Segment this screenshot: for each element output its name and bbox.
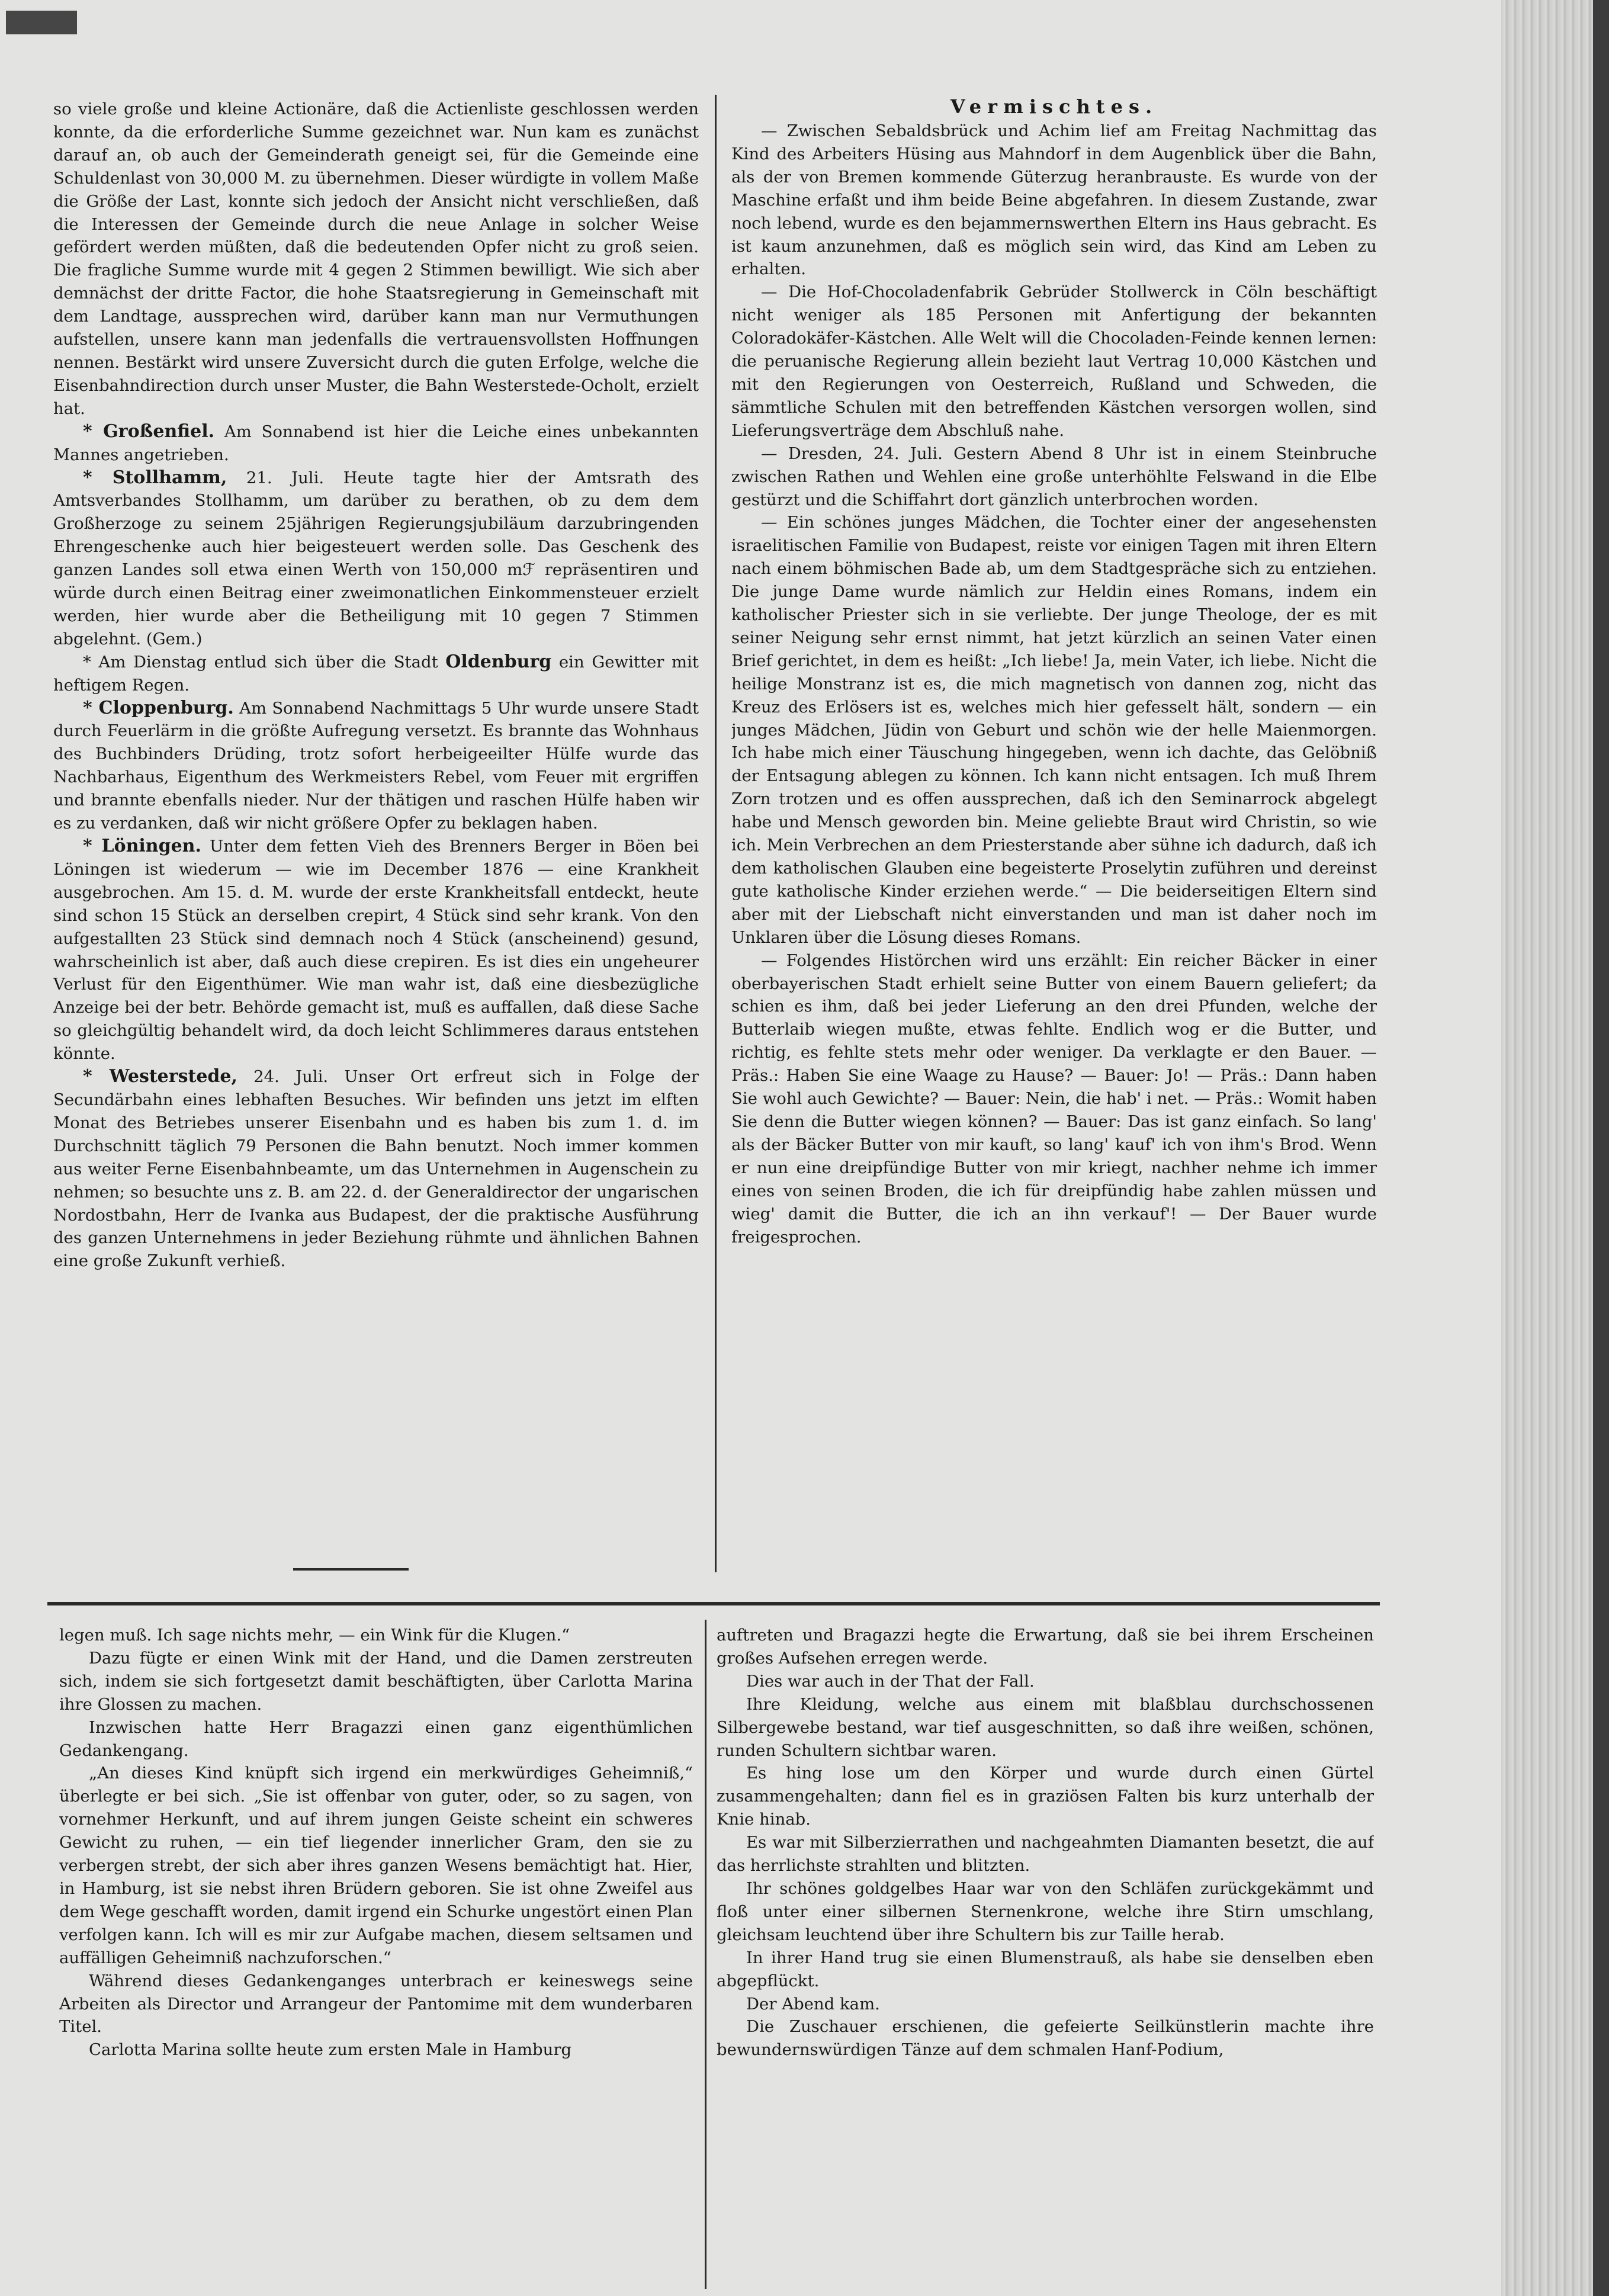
feuilleton-left-column bbox=[59, 1624, 693, 2287]
feuilleton-paragraph: Es hing lose um den Körper und wurde durch einen Gürtel zusammengehalten; dann fiel es in graziösen Falten bis kurz unterhalb der Knie hinab. bbox=[717, 1764, 1374, 1829]
article-end-rule bbox=[293, 1568, 409, 1571]
feuilleton-paragraph: Ihr schönes goldgelbes Haar war von den Schläfen zurückgekämmt und floß unter einer silbernen Sternenkrone, welche ihre Stirn umschlang, gleichsam leuchtend über ihre Schultern bis zur Taille herab. bbox=[717, 1878, 1374, 1944]
feuilleton-paragraph: In ihrer Hand trug sie einen Blumenstrauß, als habe sie denselben eben abgepflückt. bbox=[717, 1948, 1374, 1990]
feuilleton-paragraph: Während dieses Gedankenganges unterbrach er keineswegs seine Arbeiten als Director und Arrangeur der Pantomime mit dem wunderbaren Titel. bbox=[59, 1971, 693, 2037]
article-baker-butter: — Folgendes Histörchen wird uns erzählt: Ein reicher Bäcker in einer oberbayerischen Stadt erhielt seine Butter von einem Bauern geliefert; da schien es ihm, daß bei jeder Lieferung an den drei Pfunden, welche der Butterlaib wiegen mußte, etwas fehlte. Endlich wog er die Butter, und richtig, es fehlte stets mehr oder weniger. Da verklagte er den Bauer. — Präs.: Haben Sie eine Waage zu Hause? — Bauer: Jo! — Präs.: Dann haben Sie wohl auch Gewichte? — Bauer: Nein, die hab' i net. — Präs.: Womit haben Sie denn die Butter wiegen können? — Bauer: Das ist ganz einfach. So lang' als der Bäcker Butter von mir kauft, so lang' kauf' ich von ihm's Brod. Wenn er nun eine dreipfündige Butter von mir kriegt, nachher nehme ich immer eines von seinen Broden, die ich für dreipfündig habe zahlen müssen und wieg' damit die Butter, die ich an ihn verkauf'! — Der Bauer wurde freigesprochen. bbox=[731, 950, 1377, 1247]
feuilleton-paragraph: auftreten und Bragazzi hegte die Erwartung, daß sie bei ihrem Erscheinen großes Aufsehen erregen werde. bbox=[717, 1626, 1374, 1668]
feuilleton-paragraph: Der Abend kam. bbox=[746, 1994, 880, 2014]
local-news-column bbox=[53, 98, 699, 1578]
feuilleton-paragraph: Dies war auch in der That der Fall. bbox=[746, 1671, 1035, 1691]
feuilleton-paragraph: Carlotta Marina sollte heute zum ersten Male in Hamburg bbox=[89, 2040, 572, 2060]
place-loeningen: * Löningen. bbox=[83, 836, 201, 856]
feuilleton-paragraph: Inzwischen hatte Herr Bragazzi einen ganz eigenthümlichen Gedankengang. bbox=[59, 1717, 693, 1760]
feuilleton-paragraph: Es war mit Silberzierrathen und nachgeahmten Diamanten besetzt, die auf das herrlichste strahlten und blitzten. bbox=[717, 1833, 1374, 1876]
article-stollhamm: * Stollhamm, 21. Juli. Heute tagte hier der Amtsrath des Amtsverbandes Stollhamm, um darüber zu berathen, ob zu dem dem Großherzoge zu seinem 25jährigen Regierungsjubiläum darzubringenden Ehrengeschenke auch hier beigesteuert werden solle. Das Geschenk des ganzen Landes soll etwa einen Werth von 150,000 mℱ repräsentiren und würde durch einen Beitrag einer zweimonatlichen Einkommensteuer erzielt werden, hier wurde aber die Betheiligung mit 10 gegen 7 Stimmen abgelehnt. (Gem.) bbox=[53, 467, 699, 648]
ink-mark bbox=[6, 11, 77, 34]
place-westerstede: * Westerstede, bbox=[83, 1066, 237, 1087]
article-railway-shares: so viele große und kleine Actionäre, daß die Actienliste geschlossen werden konnte, da die erforderliche Summe gezeichnet war. Nun kam es zunächst darauf an, ob auch der Gemeinderath geneigt sei, für die Gemeinde eine Schuldenlast von 30,000 M. zu übernehmen. Dieser würdigte in vollem Maße die Größe der Last, konnte sich jedoch der Ansicht nicht verschließen, daß die Interessen der Gemeinde durch die neue Anlage in solcher Weise gefördert werden müßten, daß die bedeutenden Opfer nicht zu groß seien. Die fragliche Summe wurde mit 4 gegen 2 Stimmen bewilligt. Wie sich aber demnächst der dritte Factor, die hohe Staatsregierung in Gemeinschaft mit dem Landtage, aussprechen wird, darüber kann man nur Vermuthungen aufstellen, unsere kann man jedenfalls die vertrauensvollsten Hoffnungen nennen. Bestärkt wird unsere Zuversicht durch die guten Erfolge, welche die Eisenbahndirection durch unser Muster, die Bahn Westerstede-Ocholt, erzielt hat. bbox=[53, 99, 699, 418]
article-budapest: — Ein schönes junges Mädchen, die Tochter einer der angesehensten israelitischen Familie von Budapest, reiste vor einigen Tagen mit ihren Eltern nach einem böhmischen Bade ab, um dem Stadtgespräche sich zu entziehen. Die junge Dame wurde nämlich zur Heldin eines Romans, indem ein katholischer Priester sich in sie verliebte. Der junge Theologe, der es mit seiner Neigung sehr ernst nimmt, hat jetzt kürzlich an seinen Vater einen Brief gerichtet, in dem es heißt: „Ich liebe! Ja, mein Vater, ich liebe. Nicht die heilige Monstranz ist es, die mich magnetisch von dannen zog, nicht das Kreuz des Erlösers ist es, welches mich hier gefesselt hält, sondern — ein junges Mädchen, Jüdin von Geburt und schön wie der helle Maienmorgen. Ich habe mich einer Täuschung hingegeben, wenn ich dachte, das Gelöbniß der Entsagung ablegen zu können. Ich kann nicht entsagen. Ich muß Ihrem Zorn trotzen und es offen aussprechen, daß ich den Seminarrock abgelegt habe und Mensch geworden bin. Meine geliebte Braut wird Christin, so wie ich. Mein Verbrechen an dem Priesterstande aber sühne ich dadurch, daß ich dem katholischen Glauben eine begeisterte Proselytin zuführen und dereinst gute katholische Kinder erziehen werde.“ — Die beiderseitigen Eltern sind aber mit der Liebschaft nicht einverstanden und man ist daher noch im Unklaren über die Lösung dieses Romans. bbox=[731, 513, 1377, 947]
place-oldenburg: Oldenburg bbox=[445, 651, 552, 672]
section-heading: Vermischtes. bbox=[950, 95, 1158, 118]
feuilleton-paragraph: Dazu fügte er einen Wink mit der Hand, und die Damen zerstreuten sich, indem sie sich fortgesetzt damit beschäftigten, über Carlotta Marina ihre Glossen zu machen. bbox=[59, 1648, 693, 1714]
feuilleton-divider bbox=[47, 1602, 1380, 1605]
place-stollhamm: * Stollhamm, bbox=[83, 467, 227, 488]
article-loeningen: * Löningen. Unter dem fetten Vieh des Brenners Berger in Böen bei Löningen ist wiederum — wie im December 1876 — eine Krankheit ausgebrochen. Am 15. d. M. wurde der erste Krankheitsfall entdeckt, heute sind schon 15 Stück an derselben crepirt, 4 Stück sind sehr krank. Von den aufgestallten 23 Stück sind demnach noch 4 Stück (anscheinend) gesund, wahrscheinlich ist aber, daß auch diese crepiren. Es ist dies ein ungeheurer Verlust für den Eigenthümer. Wie man wahr ist, daß eine diesbezügliche Anzeige bei der betr. Behörde gemacht ist, muß es auffallen, daß diese Sache so gleichgültig behandelt wird, da doch leicht Schlimmeres daraus entstehen könnte. bbox=[53, 836, 699, 1064]
article-sebaldsbrueck: — Zwischen Sebaldsbrück und Achim lief am Freitag Nachmittag das Kind des Arbeiters Hüsing aus Mahndorf in dem Augenblick über die Bahn, als der von Bremen kommende Güterzug heranbrauste. Es wurde von der Maschine erfaßt und ihm beide Beine abgefahren. In diesem Zustande, zwar noch lebend, wurde es den bejammernswerthen Eltern ins Haus gebracht. Es ist kaum anzunehmen, daß es möglich sein wird, das Kind am Leben zu erhalten. bbox=[731, 121, 1377, 279]
feuilleton-paragraph: „An dieses Kind knüpft sich irgend ein merkwürdiges Geheimniß,“ überlegte er bei sich. „Sie ist offenbar von guter, oder, so zu sagen, von vornehmer Herkunft, und auf ihrem jungen Geiste scheint ein schweres Gewicht zu ruhen, — ein tief liegender innerlicher Gram, den sie zu verbergen strebt, der sich aber ihres ganzen Wesens bemächtigt hat. Hier, in Hamburg, ist sie nebst ihren Brüdern geboren. Sie ist ohne Zweifel aus dem Wege geschafft worden, damit irgend ein Schurke ungestört einen Plan verfolgen kann. Ich will es mir zur Aufgabe machen, diesem seltsamen und auffälligen Geheimniß nachzuforschen.“ bbox=[59, 1764, 693, 1967]
place-cloppenburg: * Cloppenburg. bbox=[83, 697, 234, 718]
article-cloppenburg: * Cloppenburg. Am Sonnabend Nachmittags 5 Uhr wurde unsere Stadt durch Feuerlärm in die größte Aufregung versetzt. Es brannte das Wohnhaus des Buchbinders Drüding, trotz sofort herbeigeeilter Hülfe wurde das Nachbarhaus, Eigenthum des Werkmeisters Rebel, vom Feuer mit ergriffen und brannte ebenfalls nieder. Nur der thätigen und raschen Hülfe haben wir es zu verdanken, daß wir nicht größere Opfer zu beklagen haben. bbox=[53, 697, 699, 833]
article-stollwerck: — Die Hof-Chocoladenfabrik Gebrüder Stollwerck in Cöln beschäftigt nicht weniger als 185 Personen mit Anfertigung der bekannten Coloradokäfer-Kästchen. Alle Welt will die Chocoladen-Feinde kennen lernen: die peruanische Regierung allein bezieht laut Vertrag 10,000 Kästchen und mit den Regierungen von Oesterreich, Rußland und Schweden, die sämmtliche Schulen mit den betreffenden Kästchen versorgen wollen, sind Lieferungsverträge dem Abschluß nahe. bbox=[731, 282, 1377, 440]
feuilleton-column-divider bbox=[705, 1620, 706, 2289]
place-grossenfiel: * Großenfiel. bbox=[83, 420, 215, 442]
feuilleton-paragraph: Ihre Kleidung, welche aus einem mit blaßblau durchschossenen Silbergewebe bestand, war tief ausgeschnitten, so daß ihre weißen, schönen, runden Schultern sichtbar waren. bbox=[717, 1694, 1374, 1760]
article-dresden: — Dresden, 24. Juli. Gestern Abend 8 Uhr ist in einem Steinbruche zwischen Rathen und Wehlen eine große unterhöhlte Felswand in die Elbe gestürzt und die Schiffahrt dort gänzlich unterbrochen worden. bbox=[731, 444, 1377, 509]
binding-shadow bbox=[1593, 0, 1609, 2296]
feuilleton-paragraph: legen muß. Ich sage nichts mehr, — ein Wink für die Klugen.“ bbox=[59, 1626, 570, 1645]
article-westerstede: * Westerstede, 24. Juli. Unser Ort erfreut sich in Folge der Secundärbahn eines lebhaften Besuches. Wir befinden uns jetzt im elften Monat des Betriebes unserer Eisenbahn und es haben bis zum 1. d. im Durchschnitt täglich 79 Personen die Bahn benutzt. Noch immer kommen aus weiter Ferne Eisenbahnbeamte, um das Unternehmen in Augenschein zu nehmen; so besuchte uns z. B. am 22. d. der Generaldirector der ungarischen Nordostbahn, Herr de Ivanka aus Budapest, der die praktische Ausführung des ganzen Unternehmens in jeder Beziehung rühmte und ähnlichen Bahnen eine große Zukunft verhieß. bbox=[53, 1066, 699, 1271]
article-grossenfiel: * Großenfiel. Am Sonnabend ist hier die Leiche eines unbekannten Mannes angetrieben. bbox=[53, 420, 699, 464]
miscellany-column bbox=[731, 95, 1377, 1575]
feuilleton-right-column bbox=[717, 1624, 1374, 2287]
column-divider bbox=[715, 95, 717, 1572]
feuilleton-paragraph: Die Zuschauer erschienen, die gefeierte Seilkünstlerin machte ihre bewundernswürdigen Tänze auf dem schmalen Hanf-Podium, bbox=[717, 2017, 1374, 2060]
article-oldenburg: * Am Dienstag entlud sich über die Stadt Oldenburg ein Gewitter mit heftigem Regen. bbox=[53, 651, 699, 695]
